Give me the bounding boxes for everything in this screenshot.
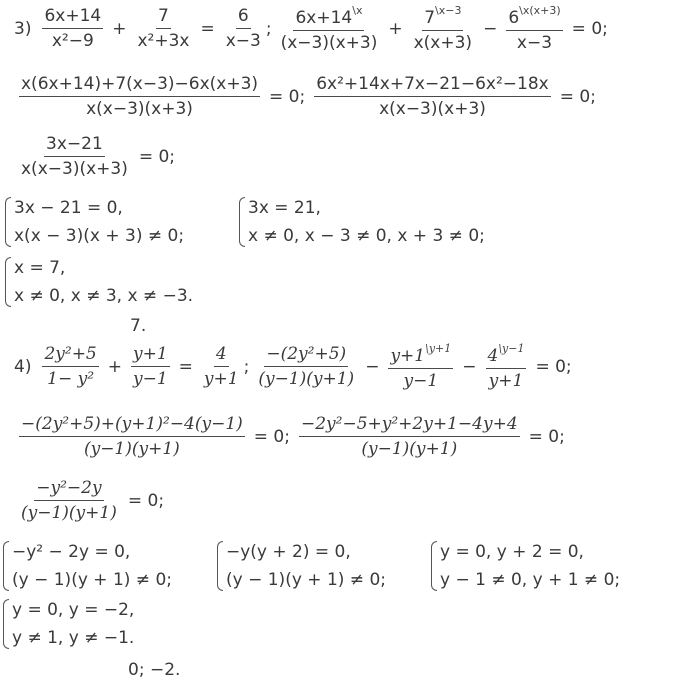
fraction: $\frac{4}{y+1}$ xyxy=(203,344,239,389)
multiplier: \x xyxy=(352,4,363,17)
fraction: $\frac{\text{2y²+5}}{\text{1− y²}}$ xyxy=(44,344,97,389)
p3-system-1: 3x − 21 = 0, x(x − 3)(x + 3) ≠ 0; xyxy=(4,194,184,250)
p4-line3: $\frac{\text{−y²−2y}}{(y-1)(y+1)}$ = 0; xyxy=(21,478,165,523)
problem-4-label: 4) xyxy=(14,356,32,377)
multiplier: \x(x+3) xyxy=(519,4,561,17)
p3-line2: $\frac{x(6x+14)+7(x-3)-6x(x+3)}{x(x-3)(x+3)}$ = 0; $\frac{\text{6x²+14x+7x−21−6x²−18x}}{x(x-3)(x+3)}$ = 0; xyxy=(21,74,596,119)
fraction: $\frac{6^{\backslash x(x+3)}}{x-3}$ xyxy=(508,4,561,53)
fraction: $\frac{4^{\backslash y-1}}{y+1}$ xyxy=(487,342,525,391)
p4-system-2: −y(y + 2) = 0, (y − 1)(y + 1) ≠ 0; xyxy=(216,538,386,594)
p4-system-1: −y² − 2y = 0, (y − 1)(y + 1) ≠ 0; xyxy=(2,538,172,594)
multiplier: \y−1 xyxy=(498,342,525,355)
p4-system-4: y = 0, y = −2, y ≠ 1, y ≠ −1. xyxy=(2,596,134,652)
fraction: $\frac{6x+14}{\text{x²−9}}$ xyxy=(44,6,102,51)
fraction: $\frac{\text{−(2y²+5)+(y+1)²−4(y−1)}}{(y-1)(y+1)}$ xyxy=(21,414,243,459)
p3-line1: 3) $\frac{6x+14}{\text{x²−9}}$ + $\frac{7}{\text{x²+3x}}$ = $\frac{6}{x-3}$ ; $\frac{6x+14^{\backslash x}}{(x-3)(x+3)}$ + $\frac{7^{\backslash x-3}}{x(x+3)}$ − $\frac{6^{\backslash x(x+3)}}{x-3}$ = 0; xyxy=(14,4,608,53)
p3-answer: 7. xyxy=(130,316,147,336)
problem-3-label: 3) xyxy=(14,18,32,39)
multiplier: \y+1 xyxy=(425,342,452,355)
fraction: $\frac{x(6x+14)+7(x-3)-6x(x+3)}{x(x-3)(x+3)}$ xyxy=(21,74,259,119)
fraction: $\frac{\text{−y²−2y}}{(y-1)(y+1)}$ xyxy=(21,478,117,523)
fraction: $\frac{3x-21}{x(x-3)(x+3)}$ xyxy=(21,134,128,179)
p3-line3: $\frac{3x-21}{x(x-3)(x+3)}$ = 0; xyxy=(21,134,176,179)
fraction: $\frac{y+1}{y-1}$ xyxy=(133,344,168,389)
p4-line1: 4) $\frac{\text{2y²+5}}{\text{1− y²}}$ + $\frac{y+1}{y-1}$ = $\frac{4}{y+1}$ ; $\frac{\text{−(2y²+5)}}{(y-1)(y+1)}$ − $\frac{y+1^{\backslash y+1}}{y-1}$ − $\frac{4^{\backslash y-1}}{y+1}$ = 0; xyxy=(14,342,572,391)
fraction: $\frac{6}{x-3}$ xyxy=(225,6,261,51)
fraction: $\frac{6x+14^{\backslash x}}{(x-3)(x+3)}$ xyxy=(280,4,378,53)
multiplier: \x−3 xyxy=(435,4,462,17)
p4-system-3: y = 0, y + 2 = 0, y − 1 ≠ 0, y + 1 ≠ 0; xyxy=(430,538,620,594)
fraction: $\frac{\text{−2y²−5+y²+2y+1−4y+4}}{(y-1)(y+1)}$ xyxy=(300,414,518,459)
fraction: $\frac{\text{6x²+14x+7x−21−6x²−18x}}{x(x-3)(x+3)}$ xyxy=(316,74,549,119)
fraction: $\frac{\text{−(2y²+5)}}{(y-1)(y+1)}$ xyxy=(258,344,355,389)
fraction: $\frac{7}{\text{x²+3x}}$ xyxy=(137,6,190,51)
p4-answer: 0; −2. xyxy=(128,660,181,680)
fraction: $\frac{y+1^{\backslash y+1}}{y-1}$ xyxy=(390,342,452,391)
fraction: $\frac{7^{\backslash x-3}}{x(x+3)}$ xyxy=(413,4,473,53)
p3-system-3: x = 7, x ≠ 0, x ≠ 3, x ≠ −3. xyxy=(4,254,193,310)
p3-system-2: 3x = 21, x ≠ 0, x − 3 ≠ 0, x + 3 ≠ 0; xyxy=(238,194,485,250)
p4-line2: $\frac{\text{−(2y²+5)+(y+1)²−4(y−1)}}{(y-1)(y+1)}$ = 0; $\frac{\text{−2y²−5+y²+2y+1−4y+4}}{(y-1)(y+1)}$ = 0; xyxy=(21,414,565,459)
